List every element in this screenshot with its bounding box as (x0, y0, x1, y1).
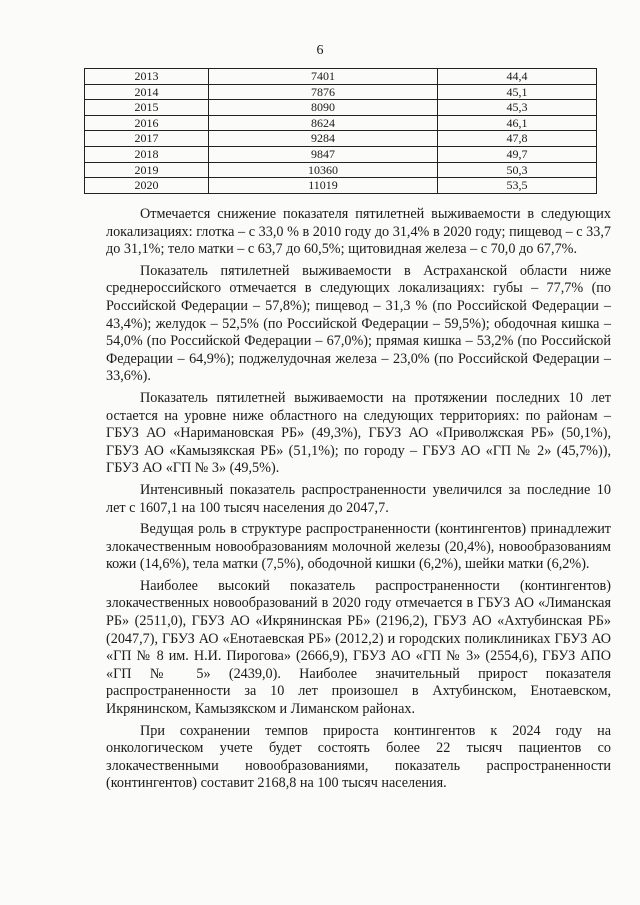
count-cell: 11019 (209, 178, 438, 194)
year-cell: 2017 (85, 131, 209, 147)
paragraph: Интенсивный показатель распространенности увеличился за последние 10 лет с 1607,1 на 100 тысяч населения до 2047,7. (106, 481, 611, 516)
year-cell: 2015 (85, 100, 209, 116)
rate-cell: 49,7 (438, 146, 597, 162)
table-row (85, 100, 597, 116)
count-cell: 7401 (209, 69, 438, 85)
rate-cell: 44,4 (438, 69, 597, 85)
year-cell: 2020 (85, 178, 209, 194)
year-cell: 2016 (85, 115, 209, 131)
count-cell: 7876 (209, 84, 438, 100)
table-row (85, 84, 597, 100)
year-cell: 2019 (85, 162, 209, 178)
paragraph: При сохранении темпов прироста контингентов к 2024 году на онкологическом учете будет состоять более 22 тысяч пациентов со злокачественными новообразованиями, показатель распространенности (контингентов) составит 2168,8 на 100 тысяч населения. (106, 722, 611, 792)
year-cell: 2018 (85, 146, 209, 162)
year-cell: 2013 (85, 69, 209, 85)
paragraph: Показатель пятилетней выживаемости на протяжении последних 10 лет остается на уровне ниже областного на следующих территориях: по районам – ГБУЗ АО «Наримановская РБ» (49,3%), ГБУЗ АО «Приволжская РБ» (50,1%), ГБУЗ АО «Камызякская РБ» (51,1%); по городу – ГБУЗ АО «ГП № 2» (45,7%)), ГБУЗ АО «ГП № 3» (49,5%). (106, 389, 611, 477)
count-cell: 9284 (209, 131, 438, 147)
count-cell: 9847 (209, 146, 438, 162)
paragraph: Наиболее высокий показатель распространенности (контингентов) злокачественных новообразований в 2020 году отмечается в ГБУЗ АО «Лиманская РБ» (2511,0), ГБУЗ АО «Икрянинская РБ» (2196,2), ГБУЗ АО «Ахтубинская РБ» (2047,7), ГБУЗ АО «Енотаевская РБ» (2012,2) и городских поликлиниках ГБУЗ АО «ГП № 8 им. Н.И. Пирогова» (2666,9), ГБУЗ АО «ГП № 3» (2554,6), ГБУЗ АПО «ГП № 5» (2439,0). Наиболее значительный прирост показателя распространенности за 10 лет произошел в Ахтубинском, Енотаевском, Икрянинском, Камызякском и Лиманском районах. (106, 577, 611, 718)
rate-cell: 45,3 (438, 100, 597, 116)
page-number: 6 (316, 43, 324, 58)
rate-cell: 53,5 (438, 178, 597, 194)
table-row (85, 131, 597, 147)
count-cell: 10360 (209, 162, 438, 178)
rate-cell: 45,1 (438, 84, 597, 100)
statistics-table (84, 68, 597, 194)
count-cell: 8624 (209, 115, 438, 131)
rate-cell: 46,1 (438, 115, 597, 131)
paragraph: Ведущая роль в структуре распространенности (контингентов) принадлежит злокачественным новообразованиям молочной железы (20,4%), новообразованиям кожи (14,6%), тела матки (7,5%), ободочной кишки (6,2%), шейки матки (6,2%). (106, 521, 611, 573)
body-text (106, 206, 611, 797)
table-row (85, 115, 597, 131)
table-row (85, 69, 597, 85)
rate-cell: 47,8 (438, 131, 597, 147)
table-row (85, 178, 597, 194)
table-row (85, 162, 597, 178)
year-cell: 2014 (85, 84, 209, 100)
paragraph: Отмечается снижение показателя пятилетней выживаемости в следующих локализациях: глотка – с 33,0 % в 2010 году до 31,4% в 2020 году; пищевод – с 33,7 до 31,1%; тело матки – с 63,7 до 60,5%; щитовидная железа – с 70,0 до 67,7%. (106, 206, 611, 258)
count-cell: 8090 (209, 100, 438, 116)
table-row (85, 146, 597, 162)
rate-cell: 50,3 (438, 162, 597, 178)
paragraph: Показатель пятилетней выживаемости в Астраханской области ниже среднероссийского отмечается в следующих локализациях: губы – 77,7% (по Российской Федерации – 57,8%); пищевод – 31,3 % (по Российской Федерации – 43,4%); желудок – 52,5% (по Российской Федерации – 59,5%); ободочная кишка – 54,0% (по Российской Федерации – 67,0%); прямая кишка – 53,2% (по Российской Федерации – 64,9%); поджелудочная железа – 23,0% (по Российской Федерации – 33,6%). (106, 262, 611, 385)
